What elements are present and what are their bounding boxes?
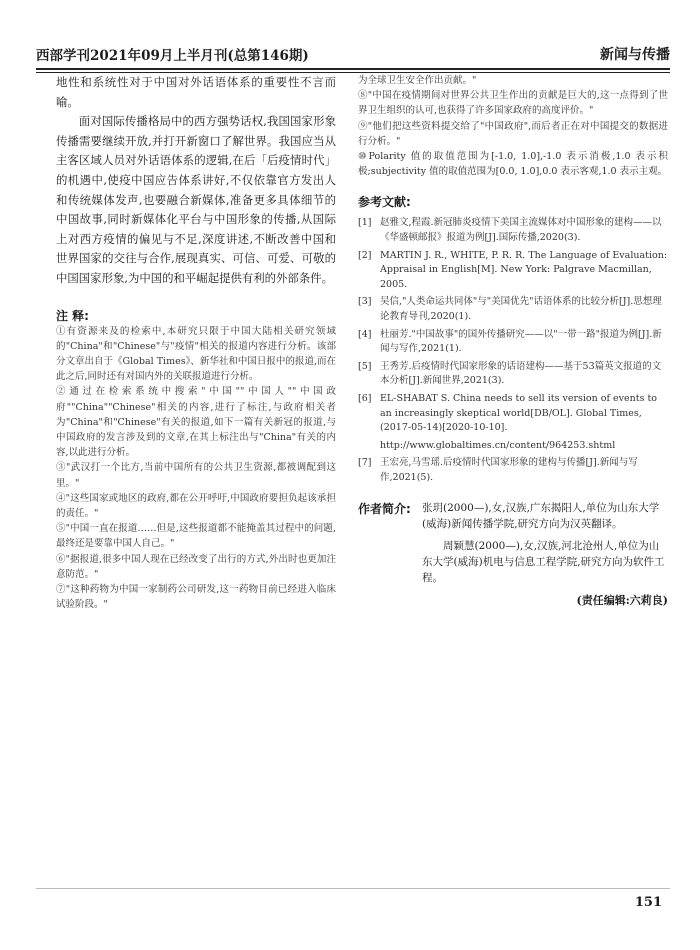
- note-item: ④"这些国家或地区的政府,都在公开呼吁,中国政府要担负起该承担的责任。": [56, 492, 336, 519]
- references-heading: 参考文献:: [358, 195, 411, 210]
- right-column: [358, 73, 668, 608]
- page-number: 151: [634, 895, 662, 910]
- section-title: 新闻与传播: [600, 47, 670, 63]
- page-header: [36, 42, 670, 66]
- notes-heading: 注 释:: [56, 308, 89, 323]
- notes-continuation: [358, 73, 668, 179]
- note-item: ⑦"这种药物为中国一家制药公司研发,这一药物目前已经进入临床试验阶段。": [56, 583, 336, 611]
- note-item: ②通过在检索系统中搜索"中国""中国人""中国政府""China""Chinese"相关的内容,进行了标注,与政府相关者为"China"和"Chinese"有关的报道,如下一篇有关新冠的报道,与中国政府的发言涉及到的文章,在其上标注出与"China"有关的内容,以此进行分析。: [56, 386, 336, 459]
- reference-text: 赵雅文,程霞.新冠肺炎疫情下美国主流媒体对中国形象的建构——以《华盛顿邮报》报道为例[J].国际传播,2020(3).: [380, 217, 662, 244]
- note-item: ⑧"中国在疫情期间对世界公共卫生作出的贡献是巨大的,这一点得到了世界卫生组织的认可,也获得了许多国家政府的高度评价。": [358, 90, 668, 117]
- reference-number: [6]: [358, 392, 372, 404]
- author-bio-1: 张玥(2000—),女,汉族,广东揭阳人,单位为山东大学(威海)新闻传播学院,研究方向为汉英翻译。: [422, 501, 660, 530]
- reference-text: MARTIN J. R., WHITE, P. R. R. The Language of Evaluation: Appraisal in English[M]. New York: Palgrave Macmillan, 2005.: [380, 249, 668, 290]
- reference-number: [4]: [358, 328, 372, 340]
- reference-number: [1]: [358, 217, 372, 229]
- reference-number: [5]: [358, 360, 372, 372]
- reference-item: [358, 216, 668, 245]
- reference-number: [2]: [358, 249, 372, 261]
- reference-item: [358, 328, 668, 357]
- journal-title: 西部学刊2021年09月上半月刊(总第146期): [36, 48, 309, 64]
- author-label: 作者简介:: [358, 501, 411, 516]
- reference-text: 吴信,"人类命运共同体"与"美国优先"话语体系的比较分析[J].思想理论教育导刊,2020(1).: [380, 296, 662, 322]
- reference-text: 王秀芳.后疫情时代国家形象的话语建构——基于53篇英文报道的文本分析[J].新闻世界,2021(3).: [380, 360, 662, 387]
- note-item: ⑨"他们把这些资料提交给了"中国政府",而后者正在对中国提交的数据进行分析。": [358, 120, 668, 147]
- footer-rule: [36, 888, 670, 889]
- header-rule: [36, 68, 670, 70]
- body-paragraph: 地性和系统性对于中国对外话语体系的重要性不言而喻。: [56, 75, 336, 109]
- reference-item: [358, 295, 668, 324]
- body-paragraph: 面对国际传播格局中的西方强势话权,我国国家形象传播需要继续开放,并打开新窗口了解世界。我国应当从主客区域人员对外话语体系的逻辑,在后「后疫情时代」的机遇中,使疫中国应告体系讲好,不仅依靠官方发出人和传统媒体发声,也要融合新媒体,准备更多具体细节的中国故事,同时新媒体化平台与中国形象的传播,从国际上对西方疫情的偏见与不足,深度讲述,不断改善中国和世界国家的交往与合作,展现真实、可信、可爱、可敬的中国国家形象,为中国的和平崛起提供有利的外部条件。: [56, 114, 336, 285]
- responsible-editor: (责任编辑:六莉良): [576, 593, 668, 607]
- note-item: ③"武汉打一个比方,当前中国所有的公共卫生资源,都被调配到这里。": [56, 462, 336, 489]
- note-item: 为全球卫生安全作出贡献。": [358, 75, 477, 86]
- reference-text: EL-SHABAT S. China needs to sell its version of events to an increasingly skeptical world[DB/OL]. Global Times, (2017-05-14)[2020-10-10].: [380, 392, 657, 434]
- note-item: ⑤"中国一直在报道……但是,这些报道都不能掩盖其过程中的问题,最终还是要靠中国人自己。": [56, 523, 336, 550]
- reference-item: [358, 456, 668, 485]
- reference-text: http://www.globaltimes.cn/content/964253.shtml: [380, 439, 616, 451]
- author-bio: [358, 500, 668, 586]
- note-item: ⑩Polarity 值的取值范围为[-1.0, 1.0],-1.0 表示消极,1.0 表示积极;subjectivity 值的取值范围为[0.0, 1.0],0.0 表示客观,1.0 表示主观。: [358, 151, 668, 178]
- reference-item: [358, 360, 668, 389]
- reference-number: [7]: [358, 457, 372, 469]
- reference-number: [3]: [358, 296, 372, 308]
- reference-text: 杜丽芳."中国故事"的国外传播研究——以"一带一路"报道为例[J].新闻与写作,2021(1).: [380, 328, 662, 355]
- reference-item: [358, 392, 668, 436]
- author-bio-2: 周颖慧(2000—),女,汉族,河北沧州人,单位为山东大学(威海)机电与信息工程学院,研究方向为软件工程。: [422, 539, 665, 584]
- note-item: ⑥"据报道,很多中国人现在已经改变了出行的方式,外出时也更加注意防范。": [56, 553, 336, 580]
- notes-list: [56, 324, 336, 613]
- reference-item: [358, 249, 668, 293]
- left-column: [56, 73, 336, 612]
- references-list: [358, 216, 668, 485]
- reference-url: [358, 439, 668, 454]
- reference-text: 王宏亮,马雪瑶.后疫情时代国家形象的建构与传播[J].新闻与写作,2021(5).: [380, 457, 638, 483]
- note-item: ①有资源来及的检索中,本研究只限于中国大陆相关研究领域的"China"和"Chinese"与"疫情"相关的报道内容进行分析。该部分文章出自于《Global Times》、新华社和中国日报中的报道,而在此之后,同时还有对国内外的关联报道进行分析。: [56, 325, 336, 383]
